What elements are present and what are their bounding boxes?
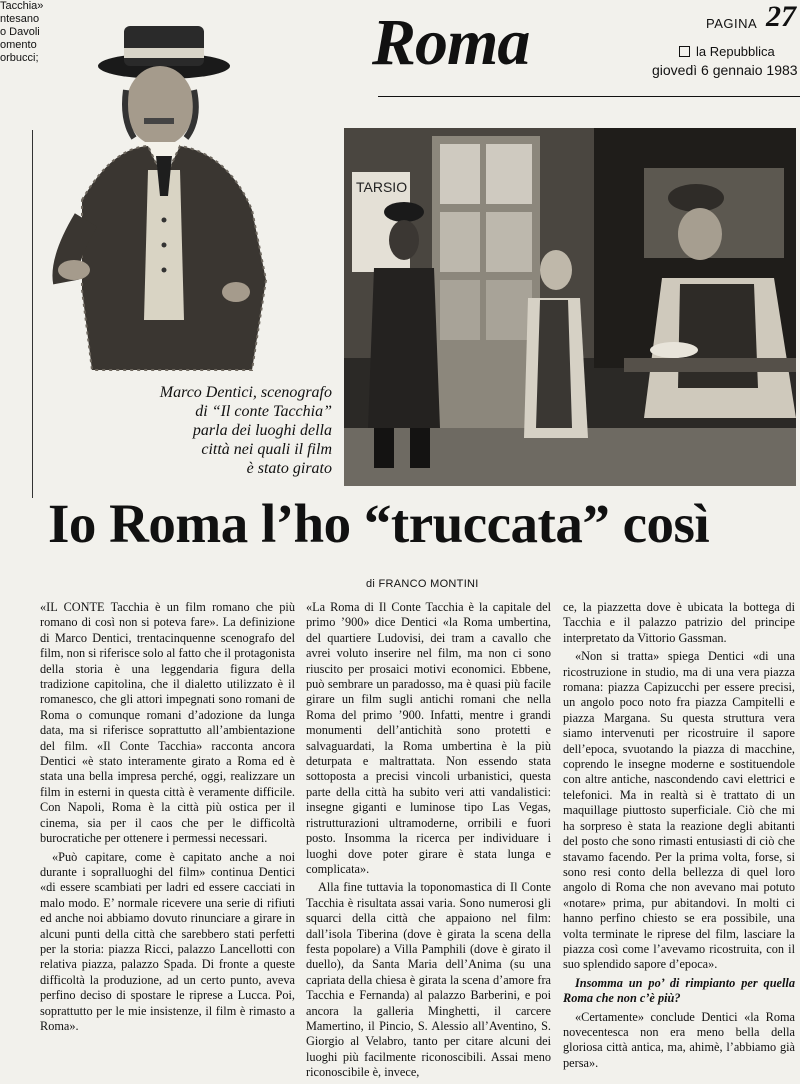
- shop-sign-text: TARSIO: [356, 179, 408, 195]
- interviewer-question: Insomma un po’ di rimpianto per quella Roma che non c’è più?: [563, 975, 795, 1006]
- headline: Io Roma l’ho “truccata” così: [48, 493, 710, 554]
- issue-date: giovedì 6 gennaio 1983: [652, 62, 798, 78]
- portrait-photo: [52, 20, 334, 372]
- byline: di FRANCO MONTINI: [366, 578, 479, 590]
- page-number: 27: [766, 0, 796, 33]
- snippet-line: omento: [0, 39, 37, 51]
- scene-photo: [344, 128, 796, 486]
- snippet-line: o Davoli: [0, 26, 40, 38]
- caption-line: è stato girato: [246, 460, 332, 477]
- article-paragraph: Alla fine tuttavia la toponomastica di Il Conte Tacchia è risultata assai varia. Sono numerosi gli squarci della città che appaiono nel film: dall’isola Tiberina (dove è girata la scena della festa popolare) a Villa Pamphili (dove è girato il duello), da Santa Maria dell’Anima (su una capriata della chiesa è girata la scena d’amore fra Tacchia e Fernanda) al palazzo Barberini, e poi ancora la galleria Minghetti, il carcere Mamertino, il Pincio, S. Alessio all’Aventino, S. Giorgio al Velabro, tanto per citare alcuni dei luoghi più facilmente riconoscibili. Assai meno riconoscibile è, invece,: [306, 880, 551, 1080]
- caption-line: città nei quali il film: [201, 441, 332, 458]
- checkbox-icon: [679, 46, 690, 57]
- photo-caption: [70, 383, 332, 478]
- caption-line: parla dei luoghi della: [192, 422, 332, 439]
- portrait-illustration: [52, 20, 334, 372]
- column-rule: [32, 130, 33, 498]
- masthead-rule: [378, 96, 800, 97]
- paper-name-text: la Repubblica: [696, 44, 775, 59]
- scene-illustration: [344, 128, 796, 486]
- article-paragraph: «IL CONTE Tacchia è un film romano che più romano di così non si poteva fare». La definizione di Marco Dentici, trentacinquenne scenografo del film, non si riferisce solo al fatto che il protagonista della storia è una leggendaria figura della tradizione capitolina, che il dialetto utilizzato è il romanesco, che gli attori impegnati sono romani de Roma o comunque romani d’adozione da lunga data, ma si riferisce soprattutto all’ambientazione del film. «Il Conte Tacchia» racconta ancora Dentici «è stato interamente girato a Roma ed è stata una bella impresa perché, oggi, realizzare un film in esterni in questa città è veramente difficile. Con Napoli, Roma è la città più ostica per il cinema, sia per il caos che per le difficoltà burocratiche per ottenere i permessi necessari.: [40, 600, 295, 846]
- caption-line: Marco Dentici, scenografo: [159, 384, 332, 401]
- article-column-1: [40, 600, 295, 1037]
- article-paragraph: ce, la piazzetta dove è ubicata la bottega di Tacchia e il palazzo patrizio del principe interpretato da Vittorio Gassman.: [563, 600, 795, 645]
- snippet-line: Tacchia»: [0, 0, 44, 12]
- page-label: PAGINA: [706, 16, 758, 31]
- snippet-line: orbucci;: [0, 52, 39, 64]
- article-paragraph: «La Roma di Il Conte Tacchia è la capitale del primo ’900» dice Dentici «la Roma umbertina, del quartiere Ludovisi, dei tram a cavallo che avrei voluto inserire nel film, ma non ci sono riuscito per prosaici motivi economici. Ebbene, può sembrare un paradosso, ma è quasi più facile girare un film sugli antichi romani che nella Roma del primo ’900. Infatti, mentre i grandi monumenti dell’antichità sono protetti e salvaguardati, la Roma umbertina è la più deturpata e maltrattata. Non essendo stata sottoposta a precisi vincoli urbanistici, questa parte della città ha subito veri atti vandalistici: insegne giganti e luminose tipo Las Vegas, ristrutturazioni ultramoderne, orribili e fuori posto. Insomma la ricerca per individuare i luoghi dove poter girare è stata lunga e complicata».: [306, 600, 551, 876]
- snippet-line: ntesano: [0, 13, 40, 25]
- article-column-3: [563, 600, 795, 1074]
- article-paragraph: «Non si tratta» spiega Dentici «di una ricostruzione in studio, ma di una vera piazza romana: piazza Capizucchi per essere precisi, un angolo poco noto fra piazza Campitelli e piazza Margana. Su questa struttura vera siamo intervenuti per ricostruire il sapore dell’epoca, svuotando la piazza di macchine, coprendo le insegne moderne e sostituendole con altre antiche, nascondendo cavi elettrici e telefonici. Ma in realtà si è trattato di un maquillage piuttosto superficiale. Ciò che mi ha sorpreso è stata la reazione degli abitanti del posto che sono rimasti entusiasti di ciò che stavamo facendo. Per la prima volta, forse, si sono resi conto della bellezza di quel loro angolo di Roma che non avevano mai potuto «notare» prima, pur abitandovi. In molti ci hanno perfino chiesto se era possibile, una volta terminate le riprese del film, lasciare la piazza così come l’avevamo ricostruita, con il suo splendido sapore d’epoca».: [563, 649, 795, 972]
- section-title: Roma: [372, 6, 530, 79]
- article-paragraph: «Può capitare, come è capitato anche a noi durante i sopralluoghi del film» continua Dentici «di essere scambiati per ladri ed essere cacciati in malo modo. E’ normale ricevere una serie di rifiuti ed anche noi abbiamo dovuto rinunciare a girare in alcuni punti della città che sarebbero stati perfetti per la storia: piazza Ricci, palazzo Lancellotti con relativa piazza, palazzo Spada. Di fronte a queste difficoltà la produzione, ad un certo punto, aveva perfino deciso di spostare le riprese a Lucca. Poi, soprattutto per le mie insistenze, il film è rimasto a Roma».: [40, 849, 295, 1033]
- article-column-2: [306, 600, 551, 1084]
- paper-name: [679, 44, 775, 59]
- caption-line: di “Il conte Tacchia”: [195, 403, 332, 420]
- article-paragraph: «Certamente» conclude Dentici «la Roma novecentesca non era meno bella della gloriosa città antica, ma, ahimè, l’abbiamo già persa».: [563, 1009, 795, 1070]
